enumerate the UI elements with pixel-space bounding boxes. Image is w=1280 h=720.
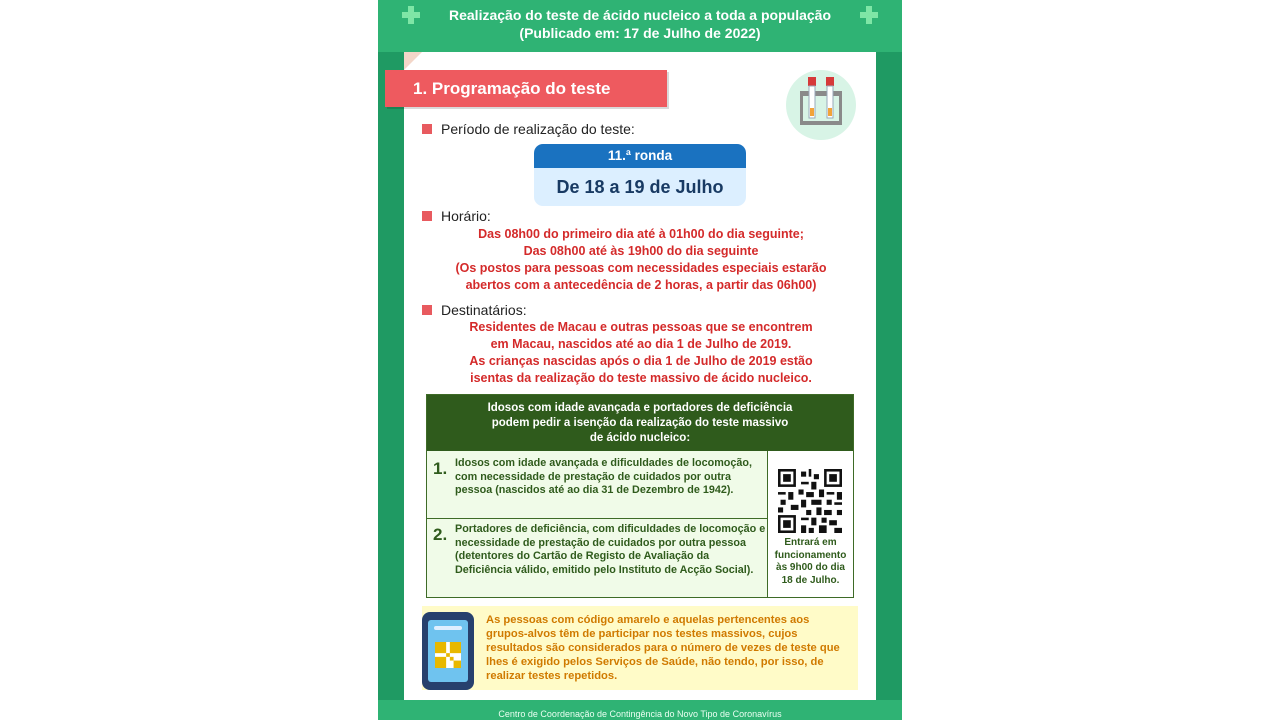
exemption-item-number: 2.	[433, 525, 448, 544]
targets-line: Residentes de Macau e outras pessoas que se encontrem	[469, 320, 813, 334]
targets-line: em Macau, nascidos até ao dia 1 de Julho de 2019.	[490, 337, 792, 351]
notice-text: As pessoas com código amarelo e aquelas pertencentes aos grupos-alvos têm de participar nos testes massivos, cujos resultados são considerados para o número de vezes de teste que lhes é exigido pelos Serviços de Saúde, não tendo, por isso, de realizar testes repetidos.	[486, 614, 840, 682]
exemption-item-text: Idosos com idade avançada e dificuldades de locomoção, com necessidade de prestação de cuidados por outra pessoa (nascidos até ao dia 31 de Dezembro de 1942).	[455, 457, 753, 496]
exemption-box	[426, 394, 854, 598]
qr-column	[768, 451, 853, 597]
plus-icon	[860, 6, 878, 24]
page-title: Realização do teste de ácido nucleico a toda a população	[449, 7, 831, 23]
schedule-line: Das 08h00 até às 19h00 do dia seguinte	[523, 244, 759, 258]
targets-text	[426, 319, 856, 387]
exemption-item-text: Portadores de deficiência, com dificuldades de locomoção e necessidade de prestação de cuidados por outra pessoa (detentores do Cartão de Registo de Avaliação da Deficiência válido, emitido pelo Instituto de Acção Social).	[455, 523, 766, 576]
exemption-item-number: 1.	[433, 459, 448, 478]
schedule-line: (Os postos para pessoas com necessidades especiais estarão	[455, 261, 827, 275]
page-fold	[404, 52, 422, 70]
exemption-heading-line: Idosos com idade avançada e portadores de deficiência	[487, 402, 793, 414]
targets-label: Destinatários:	[441, 302, 527, 318]
schedule-line: abertos com a antecedência de 2 horas, a partir das 06h00)	[465, 278, 817, 292]
schedule-text	[426, 226, 856, 294]
exemption-heading-line: de ácido nucleico:	[589, 432, 691, 444]
exemption-heading-line: podem pedir a isenção da realização do teste massivo	[491, 417, 789, 429]
schedule-line: Das 08h00 do primeiro dia até à 01h00 do dia seguinte;	[478, 227, 804, 241]
targets-line: isentas da realização do teste massivo de ácido nucleico.	[470, 371, 812, 385]
divider	[427, 518, 767, 519]
qr-code-icon[interactable]	[778, 469, 842, 533]
bullet-icon	[422, 211, 432, 221]
round-label: 11.ª ronda	[534, 144, 746, 168]
notice-box	[422, 606, 858, 690]
qr-caption: Entrará em funcionamento às 9h00 do dia 18 de Julho.	[774, 537, 847, 586]
schedule-label: Horário:	[441, 208, 491, 224]
publication-date: (Publicado em: 17 de Julho de 2022)	[519, 25, 761, 41]
bullet-icon	[422, 305, 432, 315]
header	[378, 0, 902, 52]
test-tube-icon	[786, 70, 856, 140]
exemption-heading	[427, 395, 853, 451]
bullet-icon	[422, 124, 432, 134]
round-dates: De 18 a 19 de Julho	[534, 168, 746, 206]
targets-line: As crianças nascidas após o dia 1 de Julho de 2019 estão	[469, 354, 813, 368]
poster	[378, 0, 902, 720]
period-label: Período de realização do teste:	[441, 121, 635, 137]
section-title: 1. Programação do teste	[385, 70, 667, 107]
phone-qr-icon	[422, 612, 474, 690]
footer: Centro de Coordenação de Contingência do Novo Tipo de Coronavírus	[378, 700, 902, 720]
